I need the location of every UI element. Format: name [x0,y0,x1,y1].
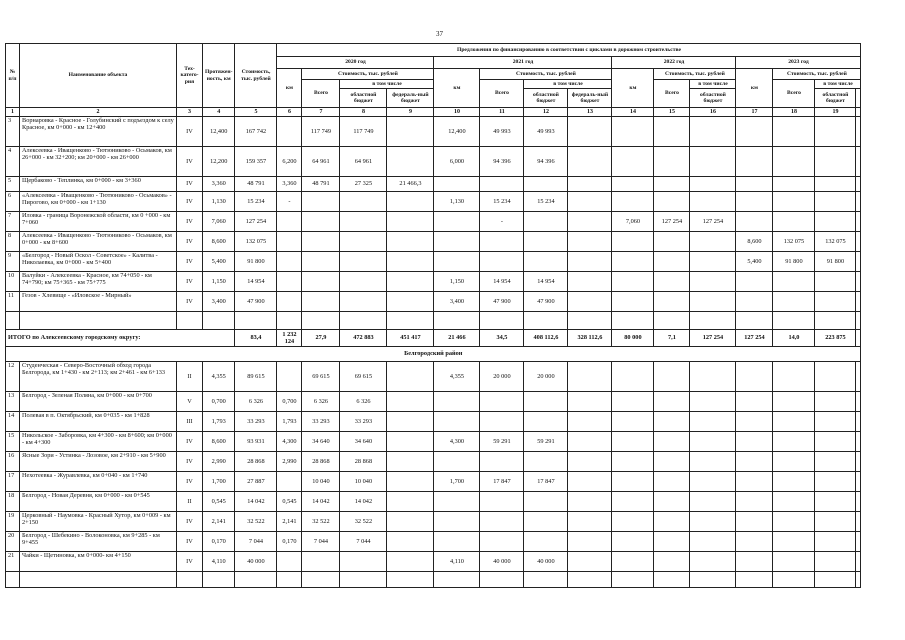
header-cost-rub: Стоимость, тыс. рублей [302,69,434,80]
table-row: 6 «Алексеевка - Иващенково - Тютюниково - Осьмаков» - Пирогово, км 0+000 - км 1+130 IV 1,130 15 234 - 1,130 15 234 15 234 [6,192,861,212]
table-row: 14 Полевая в п. Октябрьский, км 0+035 - км 1+828 III 1,793 33 293 1,793 33 293 33 293 [6,412,861,432]
header-total: Всего [480,80,524,108]
header-regional: областной бюджет [690,89,736,108]
table-row: 10 Валуйки - Алексеевка - Красное, км 74+050 - км 74+790; км 75+365 - км 75+775 IV 1,150 14 954 1,150 14 954 14 954 [6,272,861,292]
column-numbers-row: 1 2 3 4 5 6 7 8 9 10 11 12 13 14 15 16 17 18 19 [6,108,861,117]
header-proposals: Предложения по финансированию в соответствии с циклами в дорожном строительстве [277,44,861,57]
header-federal: федераль-ный бюджет [387,89,434,108]
header-cost-rub: Стоимость, тыс. рублей [773,69,861,80]
section-title: Белгородский район [6,347,861,362]
header-km: км [612,69,654,108]
header-year-2021: 2021 год [434,57,612,69]
financing-table [5,43,861,588]
section-header-row [6,347,861,362]
table-row: 9 «Белгород - Новый Оскол - Советское» - Калитва - Николаевка, км 0+000 - км 5+400 IV 5,400 91 800 5,400 91 800 91 800 [6,252,861,272]
table-row [6,572,861,588]
header-year-2022: 2022 год [612,57,736,69]
header-category: Тех-катего-рия [177,44,203,108]
header-regional: областной бюджет [524,89,568,108]
header-km: км [277,69,302,108]
header-year-2023: 2023 год [736,57,861,69]
table-row: 17 Нехотеевка - Журавлевка, км 0+040 - км 1+740 IV 1,700 27 887 10 040 10 040 1,700 17 847 17 847 [6,472,861,492]
table-row: 4 Алексеевка - Иващенково - Тютюниково - Осьмаков, км 26+000 - км 32+200; км 20+000 - км 26+000 IV 12,200 159 357 6,200 64 961 64 961 6,000 94 396 94 396 [6,147,861,177]
header-cost: Стоимость, тыс. рублей [235,44,277,108]
header-including: в том числе [815,80,861,89]
table-row: 19 Церковный - Наумовка - Красный Хутор, км 0+009 - км 2+150 IV 2,141 32 522 2,141 32 522 32 522 [6,512,861,532]
table-row: 13 Белгород - Зеленая Поляна, км 0+000 - км 0+700 V 0,700 6 326 0,700 6 326 6 326 [6,392,861,412]
table-row: 7 Иловка - граница Воронежской области, км 0 +000 - км 7+060 IV 7,060 127 254 - 7,060 127 254 127 254 [6,212,861,232]
header-federal: федераль-ный бюджет [568,89,612,108]
table-row: 12 Студенческая - Северо-Восточный обход города Белгорода, км 1+430 - км 2+113; км 2+461 - км 6+133 II 4,355 89 615 69 615 69 615 4,355 20 000 20 000 [6,362,861,392]
header-cost-rub: Стоимость, тыс. рублей [480,69,612,80]
header-federal-cut [856,89,861,108]
header-cost-rub: Стоимость, тыс. рублей [654,69,736,80]
header-total: Всего [302,80,340,108]
table-row: 15 Никольское - Заборовка, км 4+300 - км 8+600; км 0+000 - км 4+300 IV 8,600 93 931 4,300 34 640 34 640 4,300 59 291 59 291 [6,432,861,452]
table-row: 20 Белгород - Шебекино - Волоконовка, км 9+285 - км 9+455 IV 0,170 7 044 0,170 7 044 7 044 [6,532,861,552]
table-row: 18 Белгород - Новая Деревня, км 0+000 - км 0+545 II 0,545 14 042 0,545 14 042 14 042 [6,492,861,512]
total-row: ИТОГО по Алексеевскому городскому округу: 83,4 1 232 124 27,9 472 883 451 417 21 466 34,5 408 112,6 328 112,6 80 000 7,1 127 254 127 254 14,0 223 875 [6,330,861,347]
header-total: Всего [654,80,690,108]
header-regional: областной бюджет [815,89,856,108]
table-row: 5 Щербаково - Теплинка, км 0+000 - км 3+360 IV 3,360 48 791 3,360 48 791 27 325 21 466,3 [6,177,861,192]
header-num: № п/п [6,44,20,108]
header-regional: областной бюджет [340,89,387,108]
header-length: Протяжен-ность, км [203,44,235,108]
table-row: 16 Ясные Зори - Устинка - Лозовое, км 2+910 - км 5+900 IV 2,990 28 868 2,990 28 868 28 868 [6,452,861,472]
table-row [6,312,861,330]
table-row: 3 Ворнаровка - Красное - Голубинский с подъездом к селу Красное, км 0+000 - км 12+400 IV 12,400 167 742 117 749 117 749 12,400 49 993 49 993 [6,117,861,147]
table-row: 21 Чайки - Щетиновка, км 0+000- км 4+150 IV 4,110 40 000 4,110 40 000 40 000 [6,552,861,572]
table-row: 8 Алексеевка - Иващенково - Тютюниково - Осьмаков, км 0+000 - км 8+600 IV 8,600 132 075 8,600 132 075 132 075 [6,232,861,252]
header-including: в том числе [524,80,612,89]
header-object-name: Наименование объекта [20,44,177,108]
header-including: в том числе [690,80,736,89]
page-number: 37 [436,30,443,38]
header-km: км [736,69,773,108]
header-including: в том числе [340,80,434,89]
header-km: км [434,69,480,108]
table-row: 11 Гезов - Хлевище - «Иловское - Мирный» IV 3,400 47 900 3,400 47 900 47 900 [6,292,861,312]
header-total: Всего [773,80,815,108]
header-year-2020: 2020 год [277,57,434,69]
